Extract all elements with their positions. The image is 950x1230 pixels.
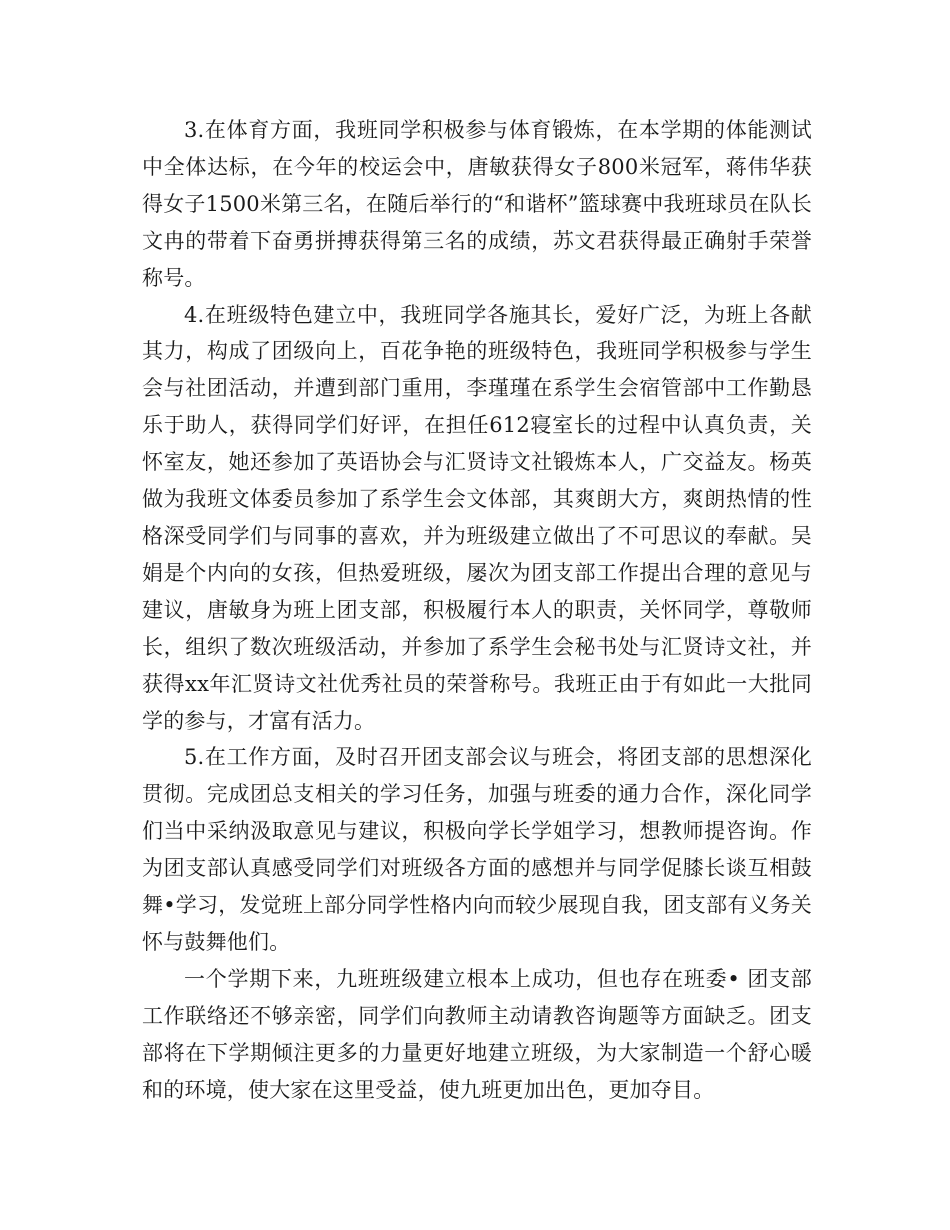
- paragraph-work: 5.在工作方面，及时召开团支部会议与班会，将团支部的思想深化贯彻。完成团总支相关的学习任务，加强与班委的通力合作，深化同学们当中采纳汲取意见与建议，积极向学长学姐学习，想教师提咨询。作为团支部认真感受同学们对班级各方面的感想并与同学促膝长谈互相鼓舞•学习，发觉班上部分同学性格内向而较少展现自我，团支部有义务关怀与鼓舞他们。: [142, 745, 812, 954]
- paragraph-summary: 一个学期下来，九班班级建立根本上成功，但也存在班委• 团支部工作联络还不够亲密，同学们向教师主动请教咨询题等方面缺乏。团支部将在下学期倾注更多的力量更好地建立班级，为大家制造一个舒心暖和的环境，使大家在这里受益，使九班更加出色，更加夺目。: [142, 966, 812, 1102]
- document-page: [142, 112, 812, 1108]
- paragraph-class-features: 4.在班级特色建立中，我班同学各施其长，爱好广泛，为班上各献其力，构成了团级向上，百花争艳的班级特色，我班同学积极参与学生会与社团活动，并遭到部门重用，李瑾瑾在系学生会宿管部中工作勤恳乐于助人，获得同学们好评，在担任612寝室长的过程中认真负责，关怀室友，她还参加了英语协会与汇贤诗文社锻炼本人，广交益友。杨英做为我班文体委员参加了系学生会文体部，其爽朗大方，爽朗热情的性格深受同学们与同事的喜欢，并为班级建立做出了不可思议的奉献。吴娟是个内向的女孩，但热爱班级，屡次为团支部工作提出合理的意见与建议，唐敏身为班上团支部，积极履行本人的职责，关怀同学，尊敬师长，组织了数次班级活动，并参加了系学生会秘书处与汇贤诗文社，并获得xx年汇贤诗文社优秀社员的荣誉称号。我班正由于有如此一大批同学的参与，才富有活力。: [142, 302, 812, 733]
- paragraph-sports: 3.在体育方面，我班同学积极参与体育锻炼，在本学期的体能测试中全体达标，在今年的校运会中，唐敏获得女子800米冠军，蒋伟华获得女子1500米第三名，在随后举行的“和谐杯”篮球赛中我班球员在队长文冉的带着下奋勇拼搏获得第三名的成绩，苏文君获得最正确射手荣誉称号。: [142, 118, 812, 290]
